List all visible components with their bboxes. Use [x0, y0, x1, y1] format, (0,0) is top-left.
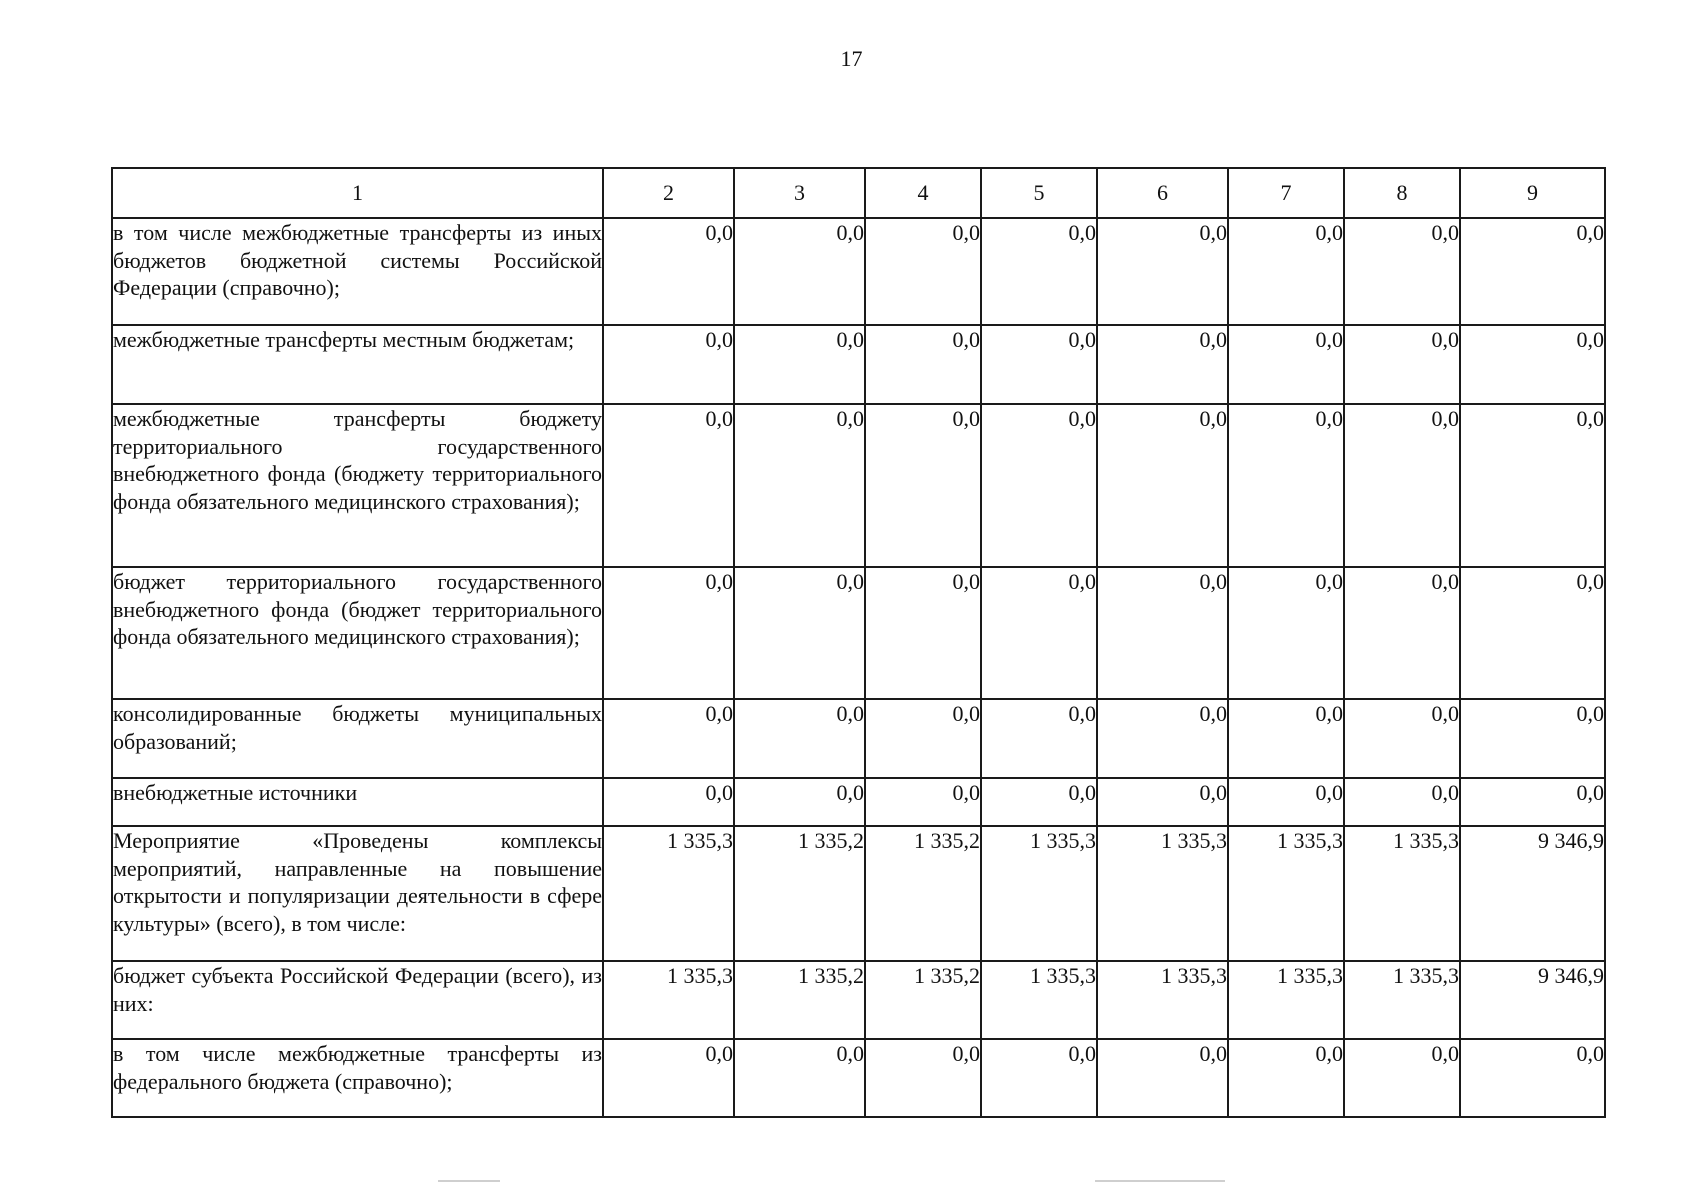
table-cell: 1 335,2 — [865, 961, 981, 1039]
table-cell: 0,0 — [603, 778, 734, 826]
row-label: Мероприятие «Проведены комплексы мероприятий, направленные на повышение открытости и популяризации деятельности в сфере культуры» (всего), в том числе: — [112, 826, 603, 961]
table-cell: 0,0 — [1460, 404, 1605, 567]
table-cell: 0,0 — [734, 699, 865, 778]
table-cell: 0,0 — [1228, 699, 1344, 778]
table-cell: 0,0 — [734, 778, 865, 826]
table-cell: 1 335,3 — [1228, 961, 1344, 1039]
table-cell: 1 335,3 — [1097, 961, 1228, 1039]
table-cell: 1 335,3 — [981, 826, 1097, 961]
table-cell: 0,0 — [734, 218, 865, 325]
table-cell: 0,0 — [1460, 1039, 1605, 1117]
table-row — [112, 778, 1605, 826]
table-cell: 0,0 — [1228, 325, 1344, 404]
row-label: внебюджетные источники — [112, 778, 603, 826]
table-cell: 0,0 — [1344, 404, 1460, 567]
table-cell: 0,0 — [1344, 567, 1460, 699]
table-cell: 0,0 — [1097, 325, 1228, 404]
table-cell: 0,0 — [1228, 1039, 1344, 1117]
table-cell: 0,0 — [1228, 218, 1344, 325]
table-body — [112, 218, 1605, 1117]
table-cell: 0,0 — [865, 778, 981, 826]
header-row — [112, 168, 1605, 218]
table-cell: 0,0 — [1097, 1039, 1228, 1117]
table-cell: 0,0 — [1097, 699, 1228, 778]
table-cell: 1 335,3 — [981, 961, 1097, 1039]
table-cell: 0,0 — [1097, 404, 1228, 567]
table-cell: 0,0 — [865, 567, 981, 699]
table-cell: 0,0 — [981, 1039, 1097, 1117]
table-cell: 0,0 — [981, 778, 1097, 826]
column-header: 2 — [603, 168, 734, 218]
table-cell: 0,0 — [1228, 778, 1344, 826]
table-cell: 0,0 — [1344, 699, 1460, 778]
row-label: в том числе межбюджетные трансферты из федерального бюджета (справочно); — [112, 1039, 603, 1117]
table-cell: 1 335,3 — [603, 826, 734, 961]
table-cell: 0,0 — [981, 325, 1097, 404]
table-row — [112, 1039, 1605, 1117]
table-cell: 0,0 — [1344, 1039, 1460, 1117]
table-cell: 0,0 — [1460, 218, 1605, 325]
table-cell: 1 335,3 — [1344, 961, 1460, 1039]
table-header — [112, 168, 1605, 218]
column-header: 4 — [865, 168, 981, 218]
column-header: 1 — [112, 168, 603, 218]
row-label: межбюджетные трансферты бюджету территориального государственного внебюджетного фонда (бюджету территориального фонда обязательного медицинского страхования); — [112, 404, 603, 567]
column-header: 5 — [981, 168, 1097, 218]
page-number: 17 — [840, 46, 863, 71]
table-row — [112, 218, 1605, 325]
table-cell: 0,0 — [981, 567, 1097, 699]
table-cell: 0,0 — [1097, 778, 1228, 826]
table-row — [112, 325, 1605, 404]
table-cell: 1 335,2 — [734, 826, 865, 961]
table-cell: 0,0 — [1228, 404, 1344, 567]
table-row — [112, 567, 1605, 699]
row-label: бюджет территориального государственного внебюджетного фонда (бюджет территориального фонда обязательного медицинского страхования); — [112, 567, 603, 699]
table-cell: 0,0 — [981, 218, 1097, 325]
table-cell: 0,0 — [865, 325, 981, 404]
table-cell: 0,0 — [603, 218, 734, 325]
table-row — [112, 826, 1605, 961]
table-cell: 0,0 — [1344, 778, 1460, 826]
table-cell: 9 346,9 — [1460, 961, 1605, 1039]
table-cell: 1 335,3 — [1344, 826, 1460, 961]
table-cell: 0,0 — [603, 699, 734, 778]
column-header: 7 — [1228, 168, 1344, 218]
table-cell: 0,0 — [1460, 699, 1605, 778]
table-cell: 0,0 — [603, 567, 734, 699]
table-cell: 0,0 — [1460, 325, 1605, 404]
table-cell: 0,0 — [603, 325, 734, 404]
table-cell: 0,0 — [865, 404, 981, 567]
row-label: межбюджетные трансферты местным бюджетам; — [112, 325, 603, 404]
table-row — [112, 961, 1605, 1039]
table-cell: 0,0 — [1097, 567, 1228, 699]
table-cell: 1 335,3 — [603, 961, 734, 1039]
column-header: 3 — [734, 168, 865, 218]
table-cell: 0,0 — [1097, 218, 1228, 325]
table-cell: 0,0 — [603, 1039, 734, 1117]
table-row — [112, 404, 1605, 567]
table-row — [112, 699, 1605, 778]
table-cell: 1 335,2 — [865, 826, 981, 961]
table-cell: 1 335,3 — [1097, 826, 1228, 961]
table-cell: 0,0 — [734, 1039, 865, 1117]
table-cell: 0,0 — [1228, 567, 1344, 699]
table-cell: 9 346,9 — [1460, 826, 1605, 961]
table-cell: 0,0 — [981, 404, 1097, 567]
scan-artifact-line — [438, 1180, 500, 1182]
table-cell: 0,0 — [1460, 567, 1605, 699]
table-cell: 0,0 — [865, 699, 981, 778]
table-cell: 0,0 — [1344, 218, 1460, 325]
table-cell: 0,0 — [734, 567, 865, 699]
scan-artifact-line — [1095, 1180, 1225, 1182]
table-cell: 0,0 — [734, 325, 865, 404]
row-label: консолидированные бюджеты муниципальных образований; — [112, 699, 603, 778]
table-cell: 1 335,2 — [734, 961, 865, 1039]
row-label: бюджет субъекта Российской Федерации (всего), из них: — [112, 961, 603, 1039]
table-cell: 0,0 — [865, 218, 981, 325]
row-label: в том числе межбюджетные трансферты из иных бюджетов бюджетной системы Российской Федерации (справочно); — [112, 218, 603, 325]
table-cell: 0,0 — [603, 404, 734, 567]
table-cell: 0,0 — [865, 1039, 981, 1117]
table-cell: 0,0 — [734, 404, 865, 567]
column-header: 8 — [1344, 168, 1460, 218]
budget-table — [111, 167, 1606, 1118]
table-cell: 1 335,3 — [1228, 826, 1344, 961]
column-header: 9 — [1460, 168, 1605, 218]
table-cell: 0,0 — [1460, 778, 1605, 826]
table-cell: 0,0 — [981, 699, 1097, 778]
table-cell: 0,0 — [1344, 325, 1460, 404]
column-header: 6 — [1097, 168, 1228, 218]
